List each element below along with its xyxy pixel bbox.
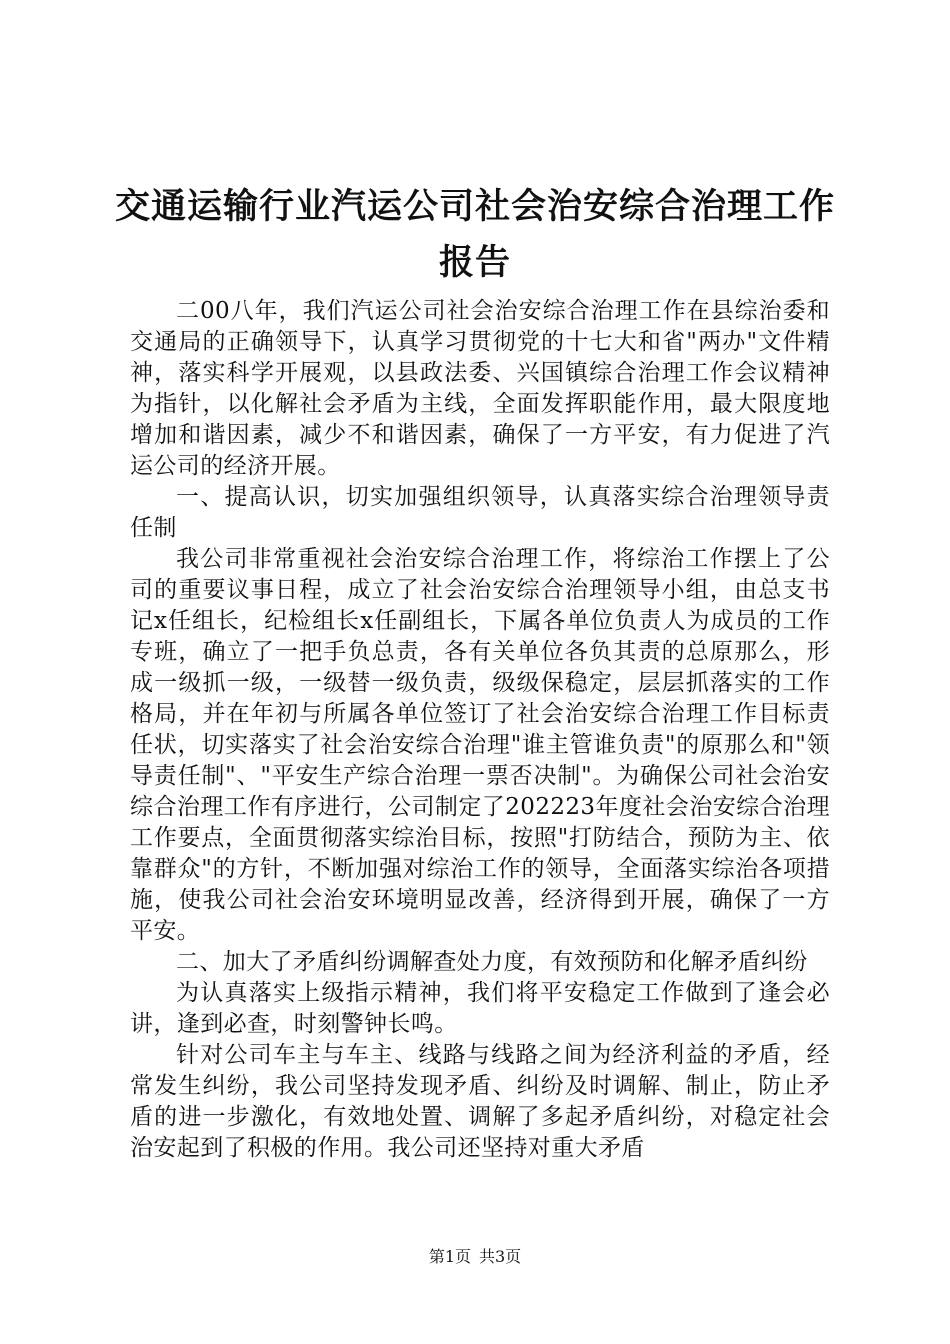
section-heading-1: 一、提高认识，切实加强组织领导，认真落实综合治理领导责任制 xyxy=(130,484,830,541)
paragraph-section-2a: 为认真落实上级指示精神，我们将平安稳定工作做到了逢会必讲，逢到必查，时刻警钟长鸣。 xyxy=(130,980,830,1037)
page-footer xyxy=(0,1247,950,1267)
document-title-line-1: 交通运输行业汽运公司社会治安综合治理工作 xyxy=(114,186,835,227)
page-total: 共3页 xyxy=(479,1247,522,1266)
paragraph-intro: 二00八年，我们汽运公司社会治安综合治理工作在县综治委和交通局的正确领导下，认真学习贯彻党的十七大和省"两办"文件精神，落实科学开展观，以县政法委、兴国镇综合治理工作会议精神为指针，以化解社会矛盾为主线，全面发挥职能作用，最大限度地增加和谐因素，减少不和谐因素，确保了一方平安，有力促进了汽运公司的经济开展。 xyxy=(130,298,830,479)
paragraph-section-2b: 针对公司车主与车主、线路与线路之间为经济利益的矛盾，经常发生纠纷，我公司坚持发现矛盾、纠纷及时调解、制止，防止矛盾的进一步激化，有效地处置、调解了多起矛盾纠纷，对稳定社会治安起到了积极的作用。我公司还坚持对重大矛盾 xyxy=(130,1042,830,1161)
document-body xyxy=(130,296,830,1164)
paragraph-section-1: 我公司非常重视社会治安综合治理工作，将综治工作摆上了公司的重要议事日程，成立了社会治安综合治理领导小组，由总支书记x任组长，纪检组长x任副组长，下属各单位负责人为成员的工作专班，确立了一把手负总责，各有关单位各负其责的总原那么，形成一级抓一级，一级替一级负责，级级保稳定，层层抓落实的工作格局，并在年初与所属各单位签订了社会治安综合治理工作目标责任状，切实落实了社会治安综合治理"谁主管谁负责"的原那么和"领导责任制"、"平安生产综合治理一票否决制"。为确保公司社会治安综合治理工作有序进行，公司制定了202223年度社会治安综合治理工作要点，全面贯彻落实综治目标，按照"打防结合，预防为主、依靠群众"的方针，不断加强对综治工作的领导，全面落实综治各项措施，使我公司社会治安环境明显改善，经济得到开展，确保了一方平安。 xyxy=(130,546,830,944)
section-heading-2: 二、加大了矛盾纠纷调解查处力度，有效预防和化解矛盾纠纷 xyxy=(176,949,808,975)
document-title-line-2: 报告 xyxy=(438,242,511,283)
page-number: 第1页 xyxy=(428,1247,471,1266)
